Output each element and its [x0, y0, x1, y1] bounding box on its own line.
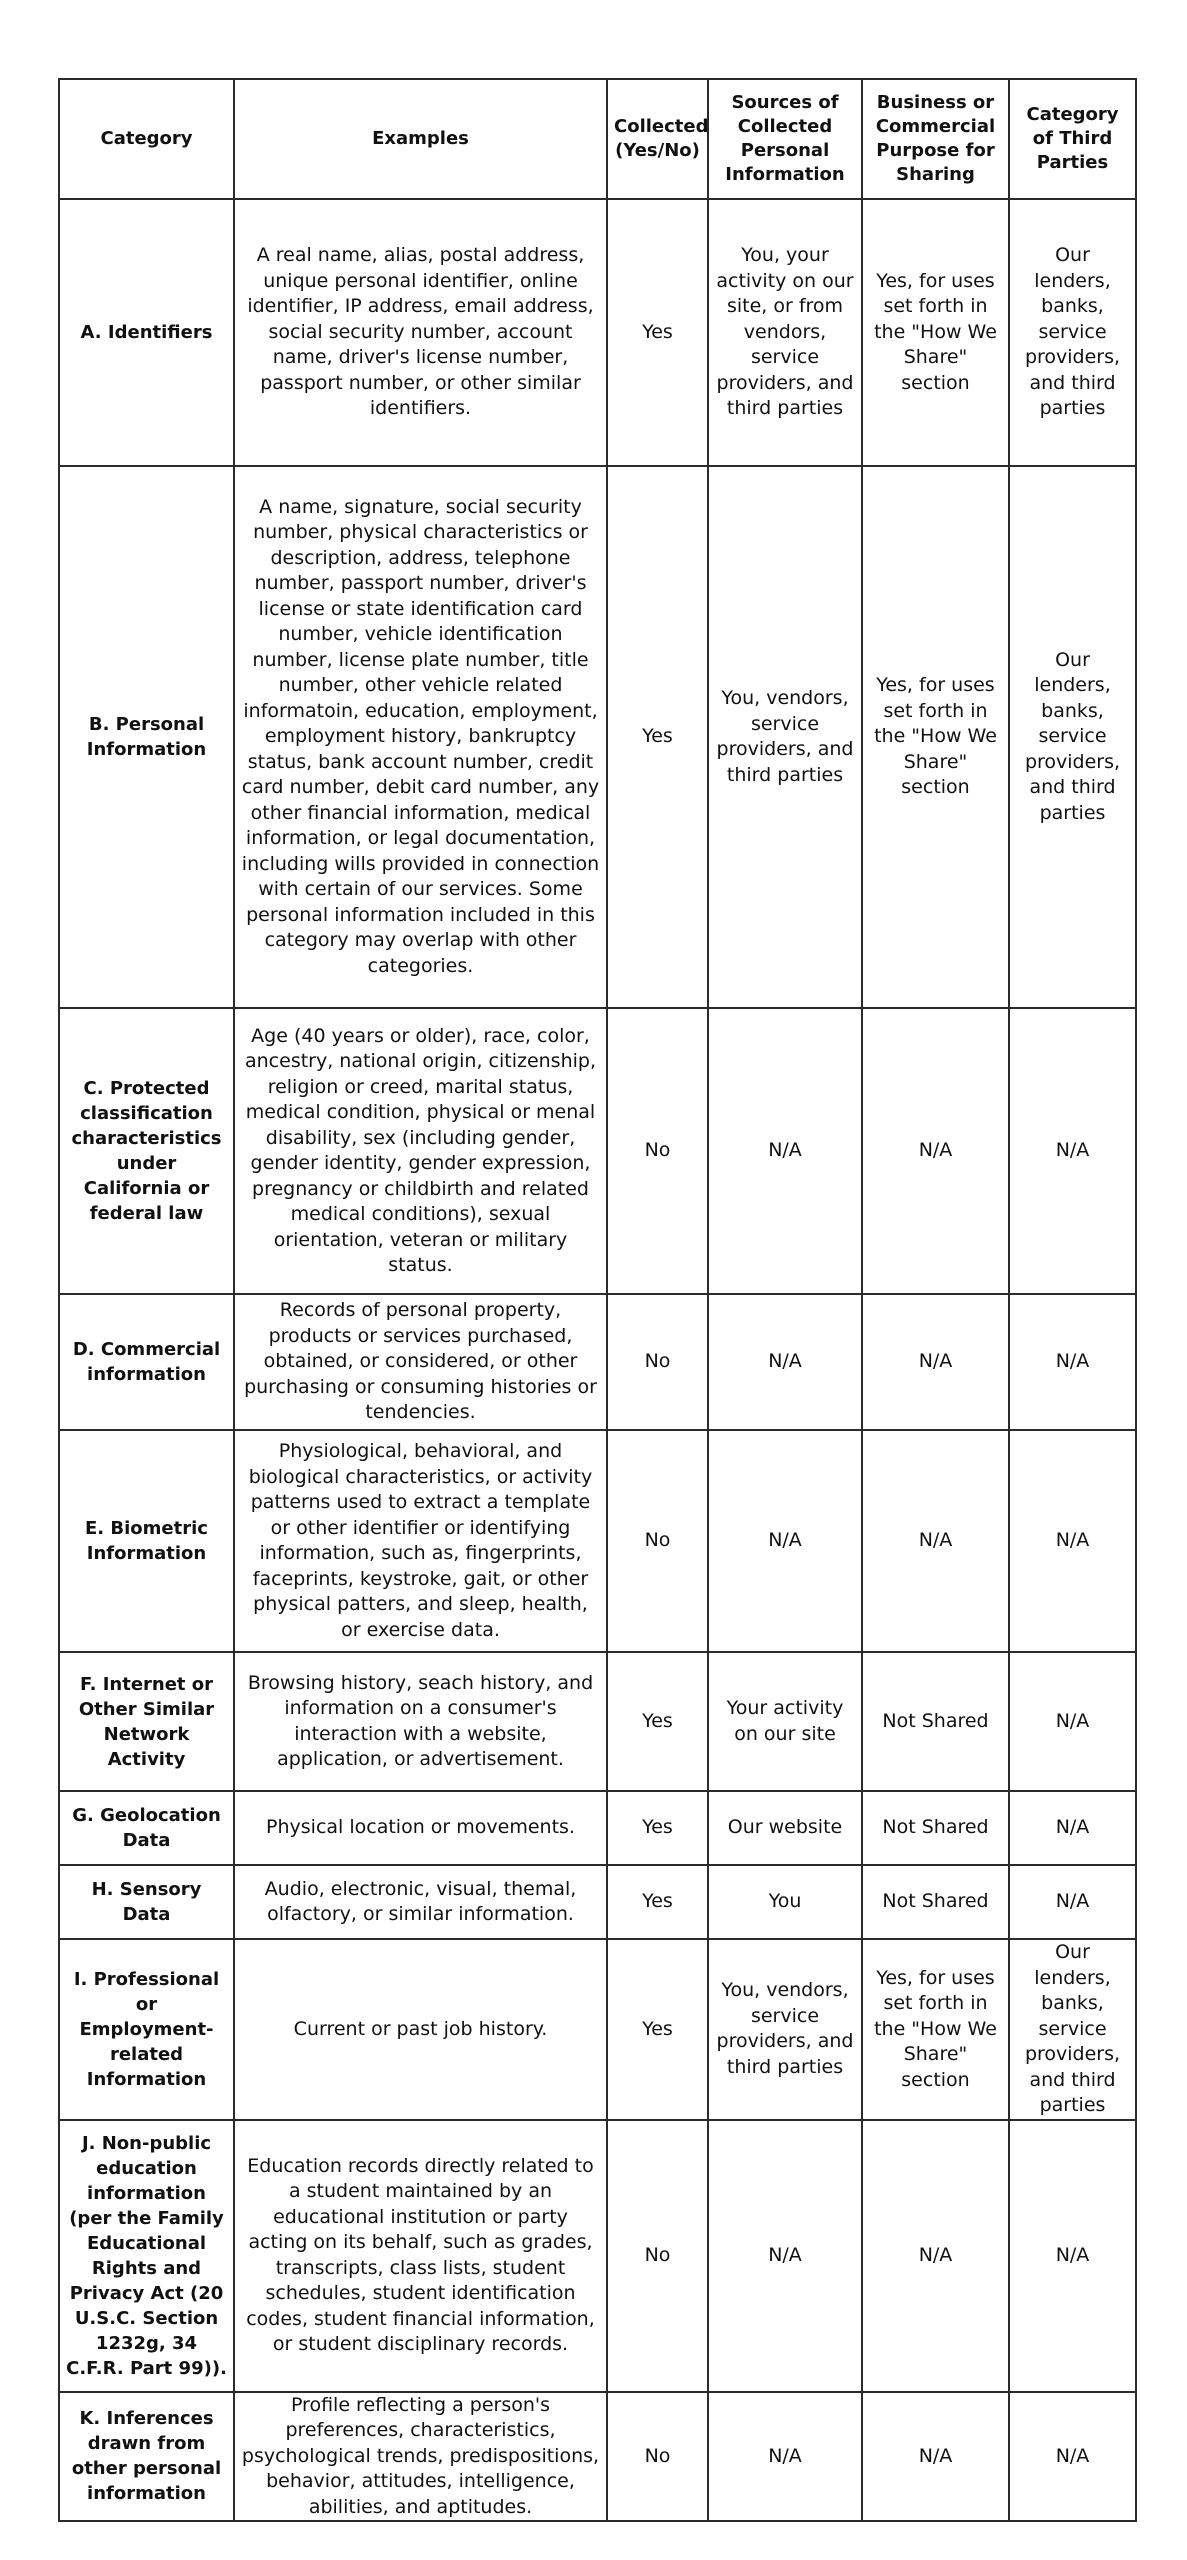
table-row-protected-classification	[59, 1008, 1136, 1294]
examples-cell: A name, signature, social security number, physical characteristics or description, address, telephone number, passport number, driver's license or state identification card number, vehicle identification number, license plate number, title number, other vehicle related informatoin, education, employment, employment history, bankruptcy status, bank account number, credit card number, debit card number, any other financial information, medical information, or legal documentation, including wills provided in connection with certain of our services. Some personal information included in this category may overlap with other categories.	[234, 466, 607, 1008]
collected-cell: No	[607, 2392, 708, 2522]
examples-cell: Age (40 years or older), race, color, ancestry, national origin, citizenship, religion or creed, marital status, medical condition, physical or menal disability, sex (including gender, gender identity, gender expression, pregnancy or childbirth and related medical conditions), sexual orientation, veteran or military status.	[234, 1008, 607, 1294]
purpose-cell: N/A	[862, 2120, 1009, 2392]
purpose-cell: Not Shared	[862, 1791, 1009, 1865]
category-cell: J. Non-public education information (per the Family Educational Rights and Privacy Act (20 U.S.C. Section 1232g, 34 C.F.R. Part 99)).	[59, 2120, 234, 2392]
personal-information-table	[58, 78, 1137, 2522]
examples-cell: Browsing history, seach history, and information on a consumer's interaction with a website, application, or advertisement.	[234, 1652, 607, 1791]
sources-cell: Your activity on our site	[708, 1652, 862, 1791]
collected-cell: No	[607, 2120, 708, 2392]
table-row-identifiers	[59, 199, 1136, 466]
sources-cell: You, vendors, service providers, and third parties	[708, 1939, 862, 2120]
sources-cell: You, your activity on our site, or from vendors, service providers, and third parties	[708, 199, 862, 466]
examples-cell: Records of personal property, products or services purchased, obtained, or considered, or other purchasing or consuming histories or tendencies.	[234, 1294, 607, 1430]
collected-cell: Yes	[607, 1865, 708, 1939]
sources-cell: N/A	[708, 1430, 862, 1652]
table-row-commercial-information	[59, 1294, 1136, 1430]
header-sources: Sources of Collected Personal Information	[708, 79, 862, 199]
sources-cell: Our website	[708, 1791, 862, 1865]
purpose-cell: N/A	[862, 1294, 1009, 1430]
collected-cell: Yes	[607, 1939, 708, 2120]
header-purpose: Business or Commercial Purpose for Sharing	[862, 79, 1009, 199]
category-cell: B. Personal Information	[59, 466, 234, 1008]
third-parties-cell: Our lenders, banks, service providers, and third parties	[1009, 199, 1136, 466]
collected-cell: No	[607, 1294, 708, 1430]
third-parties-cell: Our lenders, banks, service providers, and third parties	[1009, 466, 1136, 1008]
category-cell: A. Identifiers	[59, 199, 234, 466]
sources-cell: N/A	[708, 2392, 862, 2522]
examples-cell: Education records directly related to a student maintained by an educational institution or party acting on its behalf, such as grades, transcripts, class lists, student schedules, student identification codes, student financial information, or student disciplinary records.	[234, 2120, 607, 2392]
third-parties-cell: N/A	[1009, 1652, 1136, 1791]
sources-cell: You, vendors, service providers, and third parties	[708, 466, 862, 1008]
header-collected: Collected (Yes/No)	[607, 79, 708, 199]
collected-cell: No	[607, 1008, 708, 1294]
examples-cell: Profile reflecting a person's preferences, characteristics, psychological trends, predispositions, behavior, attitudes, intelligence, abilities, and aptitudes.	[234, 2392, 607, 2522]
purpose-cell: N/A	[862, 2392, 1009, 2522]
category-cell: E. Biometric Information	[59, 1430, 234, 1652]
third-parties-cell: N/A	[1009, 1430, 1136, 1652]
third-parties-cell: N/A	[1009, 2120, 1136, 2392]
examples-cell: Physiological, behavioral, and biological characteristics, or activity patterns used to extract a template or other identifier or identifying information, such as, fingerprints, faceprints, keystroke, gait, or other physical patters, and sleep, health, or exercise data.	[234, 1430, 607, 1652]
third-parties-cell: N/A	[1009, 2392, 1136, 2522]
examples-cell: Audio, electronic, visual, themal, olfactory, or similar information.	[234, 1865, 607, 1939]
category-cell: H. Sensory Data	[59, 1865, 234, 1939]
table-row-education-information	[59, 2120, 1136, 2392]
collected-cell: Yes	[607, 199, 708, 466]
sources-cell: N/A	[708, 1294, 862, 1430]
table-row-professional-information	[59, 1939, 1136, 2120]
header-category: Category	[59, 79, 234, 199]
sources-cell: N/A	[708, 2120, 862, 2392]
collected-cell: Yes	[607, 466, 708, 1008]
third-parties-cell: N/A	[1009, 1791, 1136, 1865]
table-row-inferences	[59, 2392, 1136, 2522]
purpose-cell: Yes, for uses set forth in the "How We Share" section	[862, 466, 1009, 1008]
table-row-sensory-data	[59, 1865, 1136, 1939]
examples-cell: Physical location or movements.	[234, 1791, 607, 1865]
third-parties-cell: N/A	[1009, 1294, 1136, 1430]
third-parties-cell: N/A	[1009, 1008, 1136, 1294]
collected-cell: Yes	[607, 1791, 708, 1865]
table-row-internet-activity	[59, 1652, 1136, 1791]
examples-cell: Current or past job history.	[234, 1939, 607, 2120]
category-cell: F. Internet or Other Similar Network Activity	[59, 1652, 234, 1791]
header-examples: Examples	[234, 79, 607, 199]
purpose-cell: N/A	[862, 1008, 1009, 1294]
header-row	[59, 79, 1136, 199]
examples-cell: A real name, alias, postal address, unique personal identifier, online identifier, IP address, email address, social security number, account name, driver's license number, passport number, or other similar identifiers.	[234, 199, 607, 466]
purpose-cell: Yes, for uses set forth in the "How We Share" section	[862, 199, 1009, 466]
purpose-cell: Yes, for uses set forth in the "How We Share" section	[862, 1939, 1009, 2120]
category-cell: G. Geolocation Data	[59, 1791, 234, 1865]
category-cell: C. Protected classification characteristics under California or federal law	[59, 1008, 234, 1294]
category-cell: D. Commercial information	[59, 1294, 234, 1430]
table-row-personal-information	[59, 466, 1136, 1008]
header-third-parties: Category of Third Parties	[1009, 79, 1136, 199]
table-row-biometric-information	[59, 1430, 1136, 1652]
collected-cell: Yes	[607, 1652, 708, 1791]
category-cell: K. Inferences drawn from other personal information	[59, 2392, 234, 2522]
sources-cell: N/A	[708, 1008, 862, 1294]
third-parties-cell: N/A	[1009, 1865, 1136, 1939]
collected-cell: No	[607, 1430, 708, 1652]
purpose-cell: N/A	[862, 1430, 1009, 1652]
third-parties-cell: Our lenders, banks, service providers, and third parties	[1009, 1939, 1136, 2120]
purpose-cell: Not Shared	[862, 1652, 1009, 1791]
table-row-geolocation-data	[59, 1791, 1136, 1865]
category-cell: I. Professional or Employment-related Information	[59, 1939, 234, 2120]
sources-cell: You	[708, 1865, 862, 1939]
purpose-cell: Not Shared	[862, 1865, 1009, 1939]
